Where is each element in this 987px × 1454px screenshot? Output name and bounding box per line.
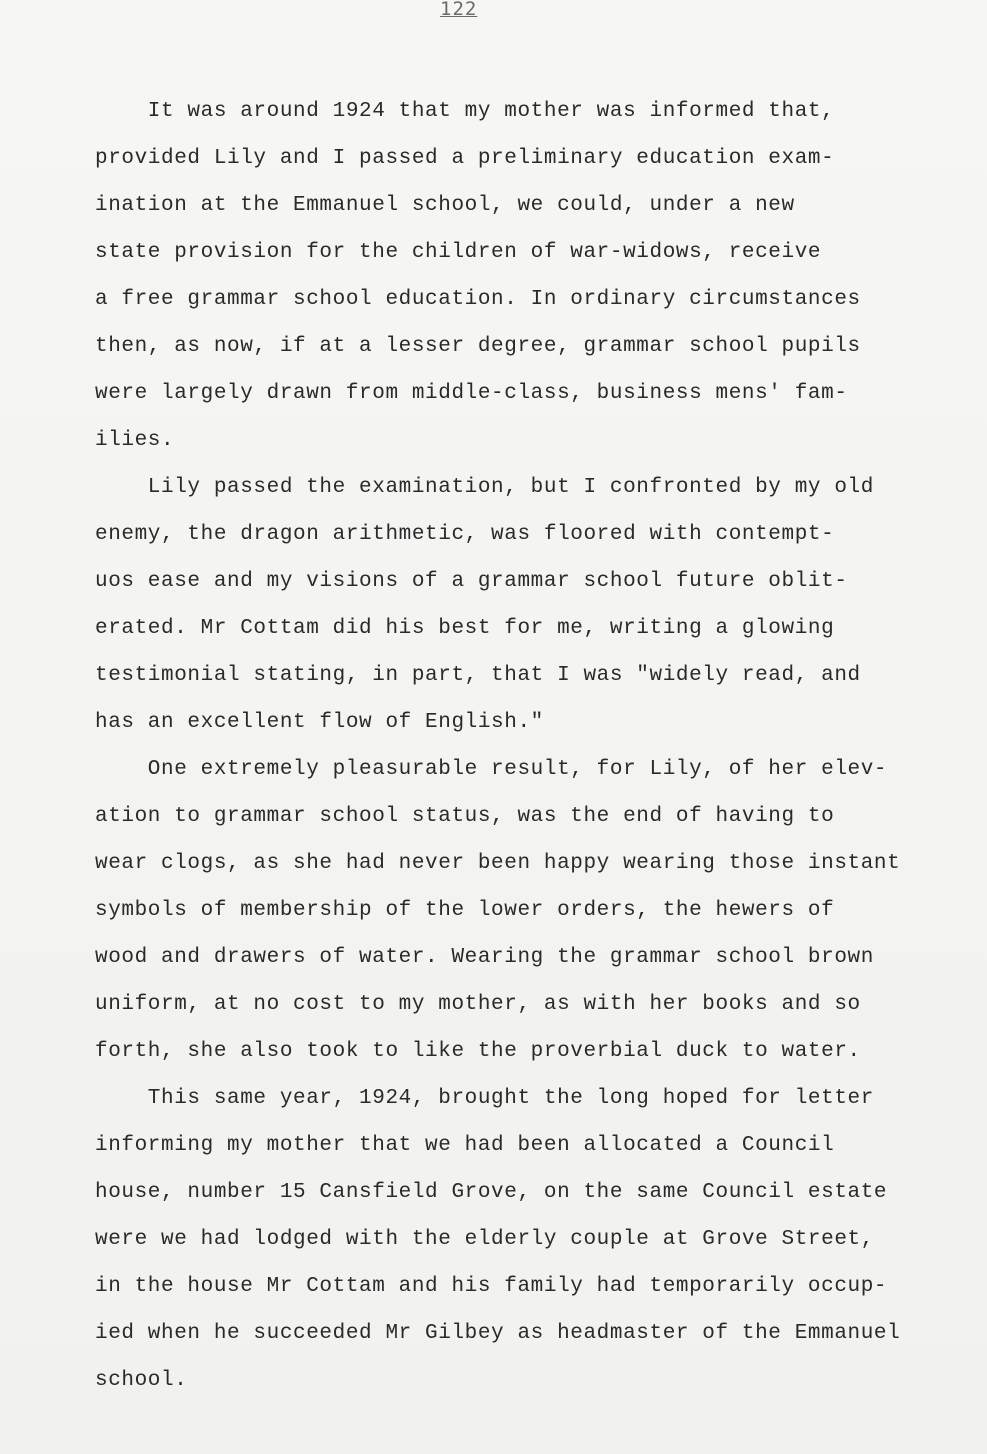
text-line: One extremely pleasurable result, for Lily, of her elev- [95, 758, 888, 781]
text-line: wood and drawers of water. Wearing the grammar school brown [95, 946, 874, 969]
text-line: ination at the Emmanuel school, we could, under a new [95, 194, 795, 217]
text-line: ation to grammar school status, was the end of having to [95, 805, 835, 828]
text-line: uos ease and my visions of a grammar school future oblit- [95, 570, 848, 593]
text-line: were we had lodged with the elderly couple at Grove Street, [95, 1228, 874, 1251]
text-line: ilies. [95, 429, 175, 452]
body-text [95, 88, 955, 1404]
text-line: It was around 1924 that my mother was informed that, [95, 100, 835, 123]
text-line: has an excellent flow of English." [95, 711, 544, 734]
text-line: Lily passed the examination, but I confronted by my old [95, 476, 874, 499]
text-line: symbols of membership of the lower orders, the hewers of [95, 899, 835, 922]
text-line: state provision for the children of war-widows, receive [95, 241, 822, 264]
text-line: This same year, 1924, brought the long hoped for letter [95, 1087, 874, 1110]
text-line: were largely drawn from middle-class, business mens' fam- [95, 382, 848, 405]
text-line: enemy, the dragon arithmetic, was floored with contempt- [95, 523, 835, 546]
text-line: a free grammar school education. In ordinary circumstances [95, 288, 861, 311]
text-line: erated. Mr Cottam did his best for me, writing a glowing [95, 617, 835, 640]
text-line: then, as now, if at a lesser degree, grammar school pupils [95, 335, 861, 358]
text-line: in the house Mr Cottam and his family had temporarily occup- [95, 1275, 888, 1298]
text-line: house, number 15 Cansfield Grove, on the same Council estate [95, 1181, 888, 1204]
text-line: informing my mother that we had been allocated a Council [95, 1134, 835, 1157]
text-line: provided Lily and I passed a preliminary education exam- [95, 147, 835, 170]
page-number: 122 [440, 0, 478, 20]
text-line: forth, she also took to like the proverbial duck to water. [95, 1040, 861, 1063]
text-line: school. [95, 1369, 188, 1392]
text-line: testimonial stating, in part, that I was "widely read, and [95, 664, 861, 687]
text-line: uniform, at no cost to my mother, as with her books and so [95, 993, 861, 1016]
text-line: ied when he succeeded Mr Gilbey as headmaster of the Emmanuel [95, 1322, 901, 1345]
text-line: wear clogs, as she had never been happy wearing those instant [95, 852, 901, 875]
